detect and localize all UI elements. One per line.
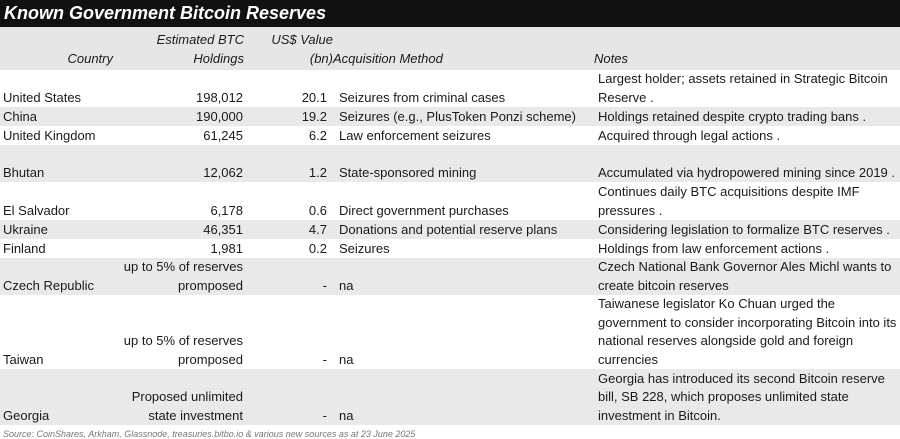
cell-country: Georgia [3, 407, 50, 423]
header-holdings [113, 27, 244, 70]
header-country: Country [67, 50, 113, 66]
cell-holdings-line2: state investment [148, 407, 243, 423]
cell-method: na [339, 407, 354, 423]
cell-notes: Czech National Bank Governor Ales Michl wants to create bitcoin reserves [598, 259, 892, 293]
cell-country: Czech Republic [3, 277, 95, 293]
cell-value: 1.2 [308, 164, 327, 180]
table-row [0, 258, 900, 295]
cell-holdings: 12,062 [203, 164, 243, 180]
cell-method: Seizures from criminal cases [339, 89, 506, 105]
cell-country: China [3, 108, 37, 124]
cell-country: Bhutan [3, 164, 45, 180]
header-holdings-line2: Holdings [193, 50, 244, 66]
table-row [0, 145, 900, 182]
header-value [244, 27, 333, 70]
reserves-table [0, 27, 900, 425]
table-row [0, 295, 900, 369]
header-value-line1: US$ Value [271, 32, 333, 47]
cell-value: - [322, 407, 327, 423]
cell-holdings: 190,000 [196, 108, 243, 124]
cell-country: El Salvador [3, 202, 70, 218]
cell-value: 0.6 [308, 202, 327, 218]
cell-holdings-line1: Proposed unlimited [131, 389, 243, 404]
cell-holdings: 46,351 [203, 221, 243, 237]
table-row [0, 182, 900, 220]
table-row [0, 70, 900, 107]
cell-notes: Continues daily BTC acquisitions despite IMF pressures . [598, 184, 860, 218]
header-holdings-line1: Estimated BTC [156, 32, 244, 47]
table-row [0, 220, 900, 239]
cell-method: Seizures [339, 240, 390, 256]
cell-notes: Holdings from law enforcement actions . [598, 240, 830, 256]
cell-value: 0.2 [308, 240, 327, 256]
cell-holdings-line2: promposed [177, 277, 243, 293]
cell-country: United States [3, 89, 82, 105]
cell-method: na [339, 277, 354, 293]
cell-holdings-line2: promposed [177, 351, 243, 367]
cell-notes: Largest holder; assets retained in Strategic Bitcoin Reserve . [598, 71, 888, 105]
cell-country: Taiwan [3, 351, 44, 367]
header-notes: Notes [594, 50, 628, 66]
cell-value: 6.2 [308, 127, 327, 143]
table-title: Known Government Bitcoin Reserves [0, 0, 900, 27]
cell-value: 20.1 [301, 89, 327, 105]
cell-method: na [339, 351, 354, 367]
cell-notes: Taiwanese legislator Ko Chuan urged the government to consider incorporating Bitcoin into its national reserves alongside gold and foreign currencies [598, 296, 897, 367]
cell-method: Law enforcement seizures [339, 127, 491, 143]
source-note: Source: CoinShares, Arkham, Glassnode, treasuries.bitbo.io & various new sources as at 23 June 2025 [3, 429, 416, 439]
header-method: Acquisition Method [333, 50, 443, 66]
cell-value: 4.7 [308, 221, 327, 237]
cell-method: State-sponsored mining [339, 164, 477, 180]
cell-value: - [322, 351, 327, 367]
cell-notes: Holdings retained despite crypto trading bans . [598, 108, 867, 124]
cell-holdings: 6,178 [210, 202, 243, 218]
cell-value: - [322, 277, 327, 293]
cell-holdings: 1,981 [210, 240, 243, 256]
cell-holdings-line1: up to 5% of reserves [123, 333, 243, 348]
cell-country: United Kingdom [3, 127, 96, 143]
cell-notes: Georgia has introduced its second Bitcoin reserve bill, SB 228, which proposes unlimited state investment in Bitcoin. [598, 370, 885, 423]
cell-holdings: 198,012 [196, 89, 243, 105]
cell-country: Finland [3, 240, 46, 256]
table-row [0, 126, 900, 145]
header-value-line2: (bn) [309, 50, 333, 66]
cell-notes: Accumulated via hydropowered mining since 2019 . [598, 164, 896, 180]
cell-notes: Acquired through legal actions . [598, 127, 781, 143]
cell-holdings [113, 295, 244, 369]
cell-method: Direct government purchases [339, 202, 509, 218]
cell-notes: Considering legislation to formalize BTC reserves . [598, 221, 890, 237]
cell-value: 19.2 [301, 108, 327, 124]
cell-country: Ukraine [3, 221, 48, 237]
table-row [0, 107, 900, 126]
table-row [0, 369, 900, 425]
cell-holdings [113, 258, 244, 295]
cell-holdings-line1: up to 5% of reserves [123, 259, 243, 274]
cell-method: Donations and potential reserve plans [339, 221, 558, 237]
header-row [0, 27, 900, 70]
cell-method: Seizures (e.g., PlusToken Ponzi scheme) [339, 108, 576, 124]
cell-holdings [113, 369, 244, 425]
table-row [0, 239, 900, 258]
cell-holdings: 61,245 [203, 127, 243, 143]
